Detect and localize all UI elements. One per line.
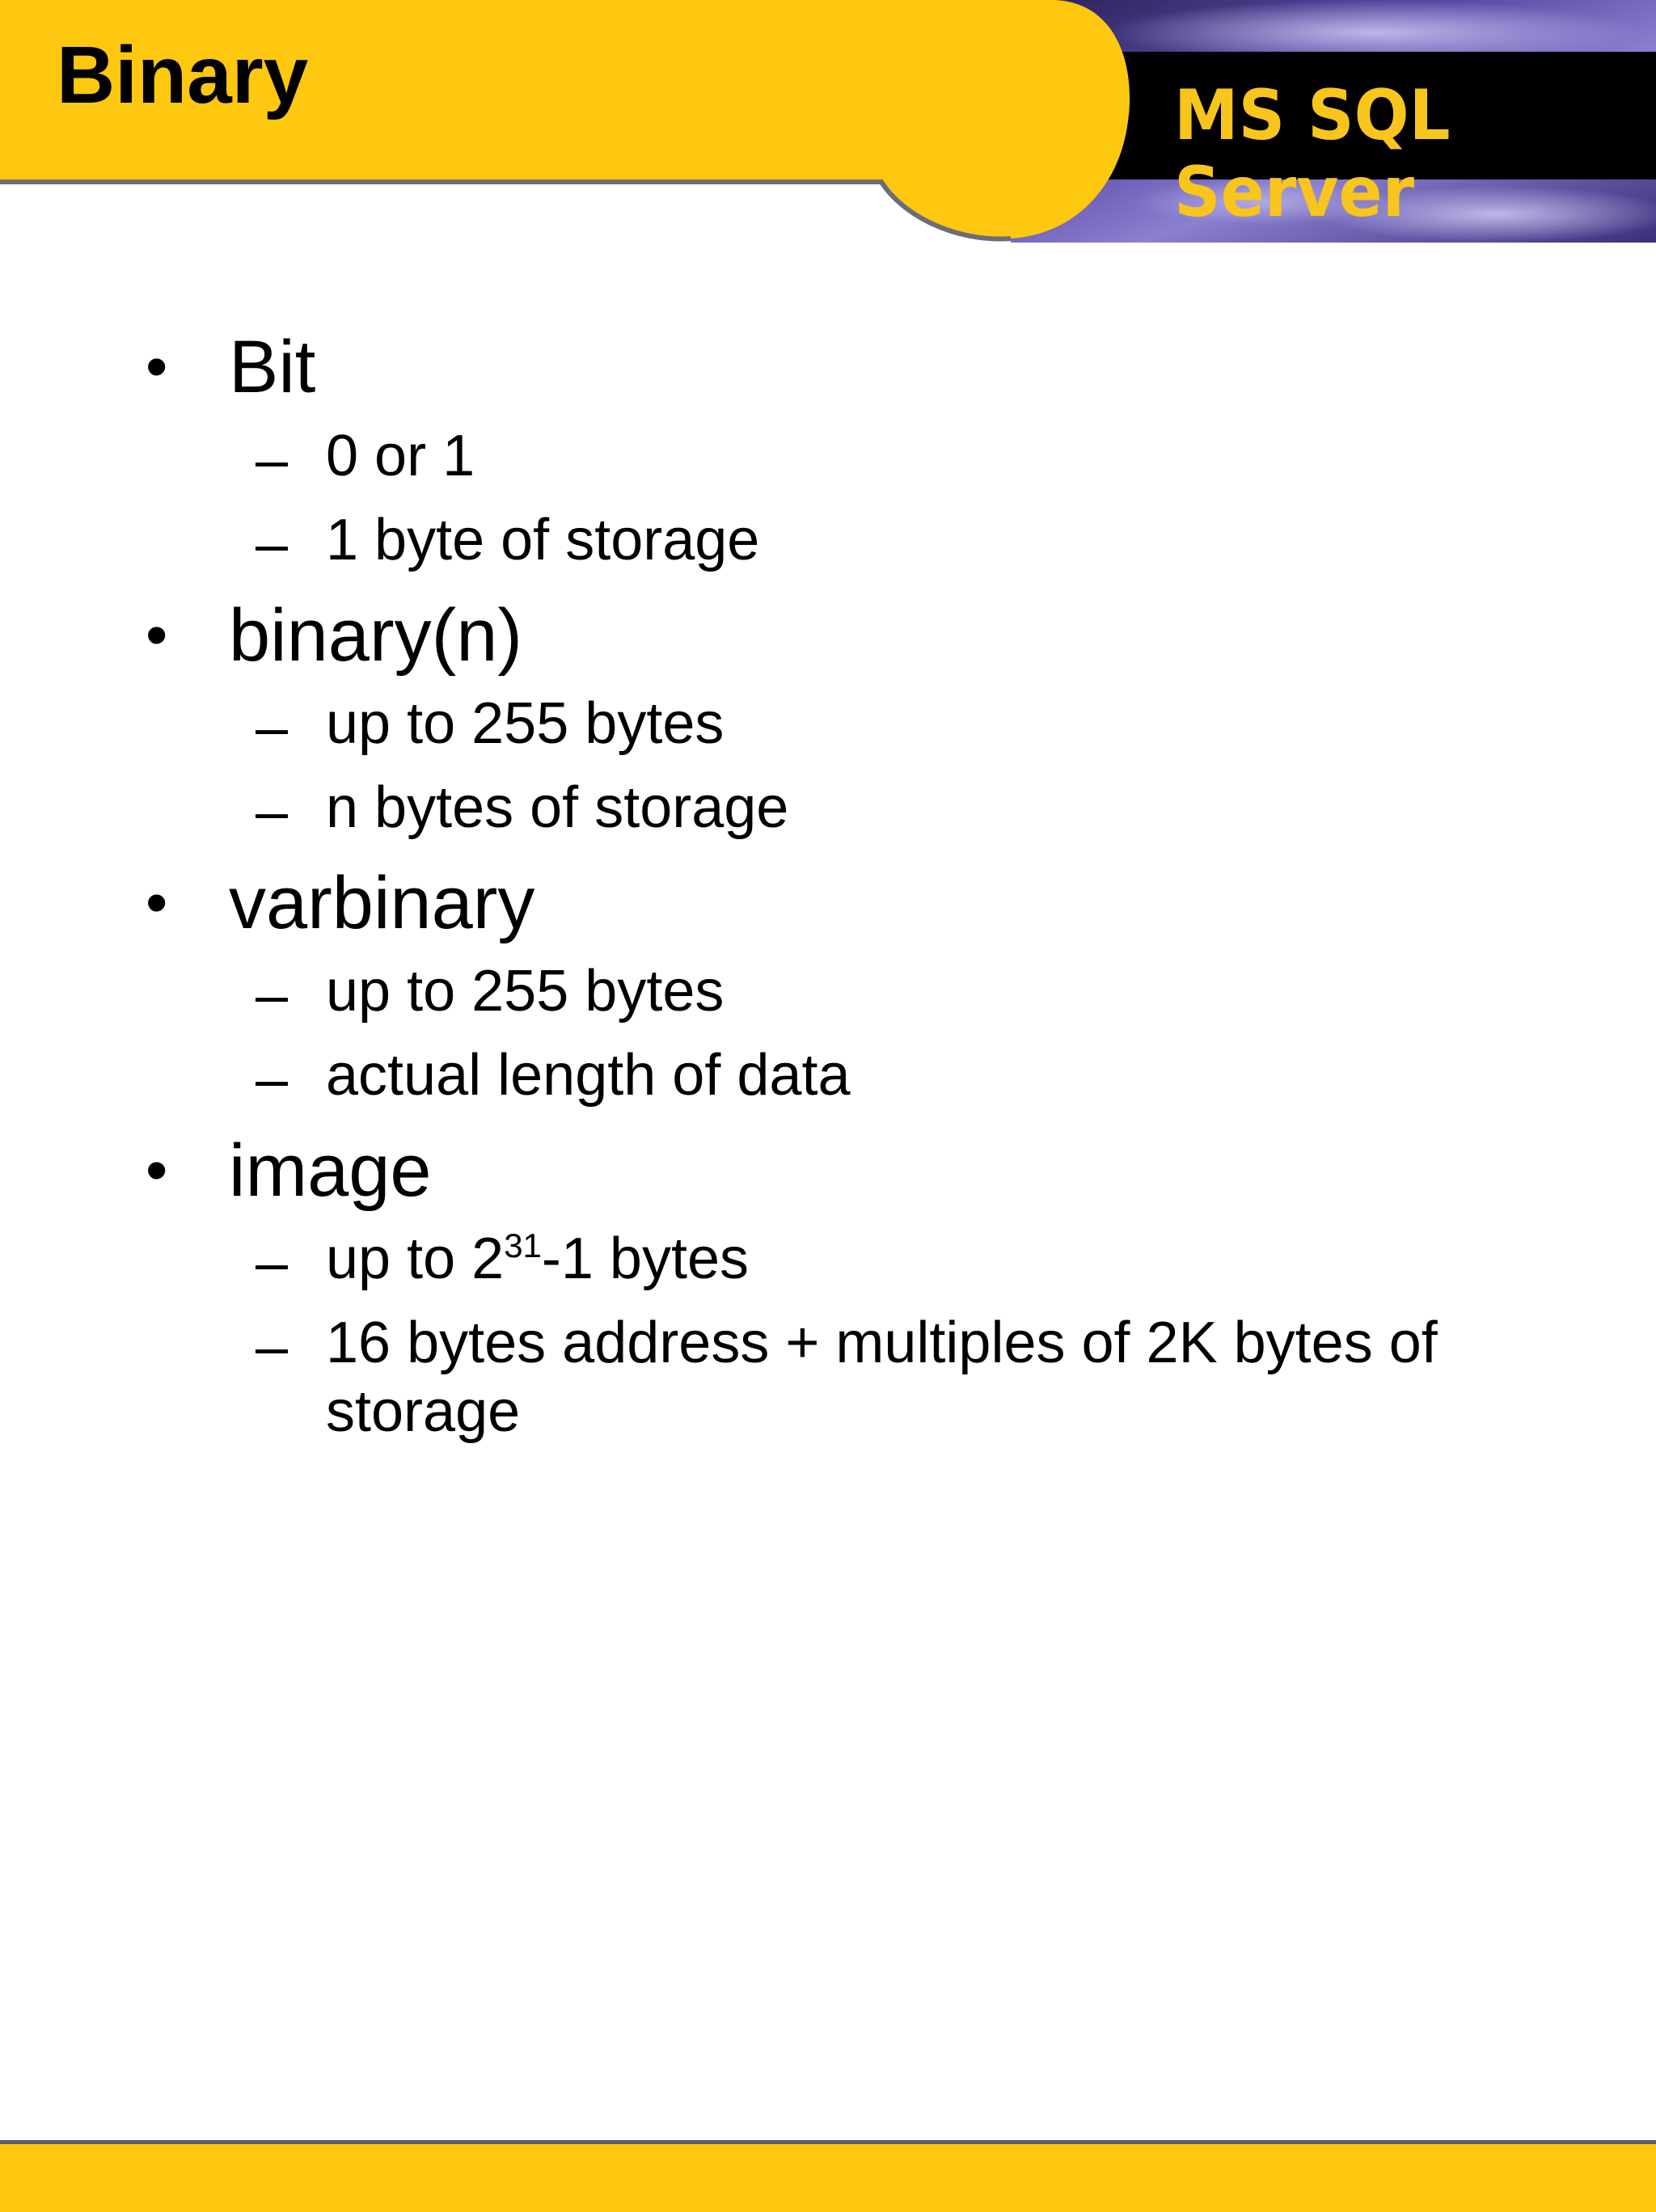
brand-logo-text: MS SQL Server: [1174, 75, 1451, 233]
exponent: 31: [504, 1226, 542, 1264]
bullet-label: image: [229, 1129, 432, 1212]
bullet-label: binary(n): [229, 594, 523, 677]
bullet-glyph: •: [146, 1134, 168, 1205]
footer-bar: [0, 2140, 1656, 2212]
bullet-glyph: •: [146, 599, 168, 670]
sub-item-prefix: up to 2: [326, 1226, 505, 1291]
sub-item: n bytes of storage: [326, 775, 789, 840]
sub-item: 16 bytes address + multiples of 2K bytes of storage: [326, 1311, 1438, 1444]
bullet-glyph: •: [146, 867, 168, 938]
sub-item: up to 255 bytes: [326, 959, 724, 1024]
dash-glyph: –: [256, 428, 289, 492]
bullet-label: varbinary: [229, 862, 535, 944]
sub-item-suffix: -1 bytes: [541, 1226, 750, 1291]
dash-glyph: –: [256, 695, 289, 760]
bullet-label: Bit: [229, 326, 316, 408]
bullet-glyph: •: [146, 331, 168, 402]
dash-glyph: –: [256, 512, 289, 576]
sub-item: 0 or 1: [326, 424, 475, 488]
sub-item: 1 byte of storage: [326, 508, 760, 572]
dash-glyph: –: [256, 1315, 289, 1379]
sub-item: up to 255 bytes: [326, 691, 724, 756]
page-title: Binary: [57, 30, 309, 120]
sub-item: actual length of data: [326, 1043, 851, 1108]
dash-glyph: –: [256, 779, 289, 844]
dash-glyph: –: [256, 963, 289, 1028]
dash-glyph: –: [256, 1047, 289, 1112]
dash-glyph: –: [256, 1231, 289, 1295]
sub-item: [326, 1225, 1474, 1294]
